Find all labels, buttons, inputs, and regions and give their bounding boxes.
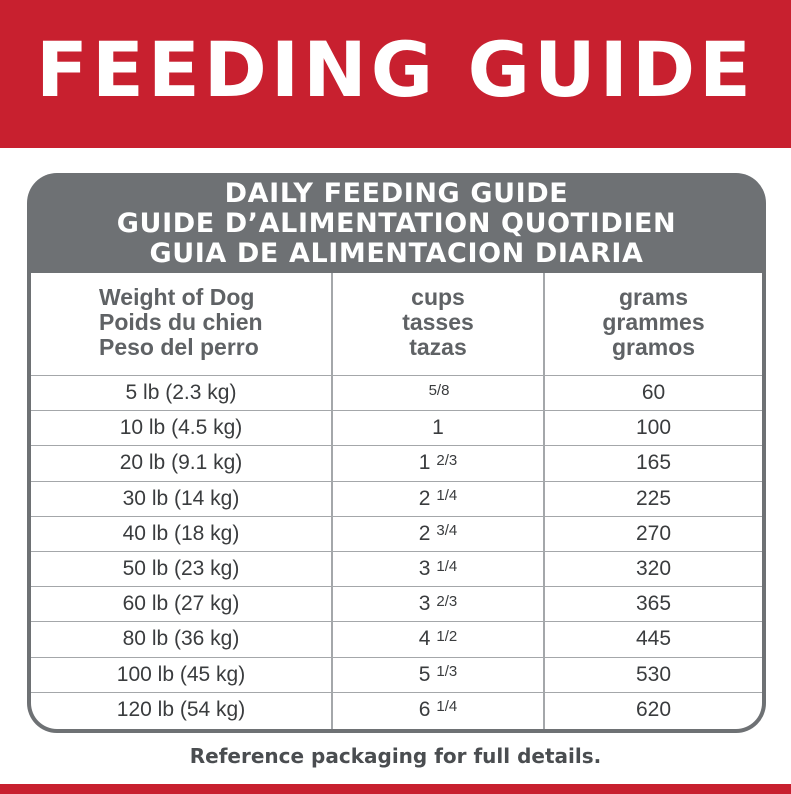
weight-cell: 40 lb (18 kg): [122, 521, 240, 545]
cups-cell: 6 1/4: [418, 697, 458, 721]
cups-cell: 5/8: [428, 381, 450, 399]
cups-cell: 5 1/3: [418, 662, 458, 686]
table-row: [31, 481, 762, 516]
grams-cell: 365: [635, 592, 672, 616]
cups-cell: 1 2/3: [418, 451, 458, 475]
weight-cell: 120 lb (54 kg): [116, 697, 246, 721]
table-row: [31, 621, 762, 656]
header-cups: cups tasses tazas: [402, 284, 474, 360]
table-row: [31, 692, 762, 727]
page-title: FEEDING GUIDE: [36, 25, 755, 114]
grams-cell: 60: [641, 381, 666, 405]
table-row: [31, 586, 762, 621]
weight-cell: 30 lb (14 kg): [122, 486, 240, 510]
grams-cell: 320: [635, 557, 672, 581]
cups-cell: 3 2/3: [418, 592, 458, 616]
cups-cell: 4 1/2: [418, 627, 458, 651]
header-grams: grams grammes gramos: [602, 284, 705, 360]
table-row: [31, 445, 762, 480]
grams-cell: 620: [635, 697, 672, 721]
header-weight: Weight of Dog Poids du chien Peso del perro: [99, 284, 263, 360]
card-titles: [27, 179, 766, 269]
table-body: [31, 375, 762, 727]
grams-cell: 100: [635, 416, 672, 440]
table-header: [31, 273, 762, 375]
grams-cell: 445: [635, 627, 672, 651]
bottom-bar: [0, 784, 791, 794]
table-row: [31, 410, 762, 445]
table-row: [31, 516, 762, 551]
table-row: [31, 375, 762, 410]
feeding-guide-card: [27, 173, 766, 733]
weight-cell: 10 lb (4.5 kg): [119, 416, 243, 440]
cups-cell: 2 3/4: [418, 521, 458, 545]
weight-cell: 50 lb (23 kg): [122, 557, 240, 581]
weight-cell: 60 lb (27 kg): [122, 592, 240, 616]
grams-cell: 225: [635, 486, 672, 510]
cups-cell: 2 1/4: [418, 486, 458, 510]
grams-cell: 165: [635, 451, 672, 475]
weight-cell: 100 lb (45 kg): [116, 662, 246, 686]
weight-cell: 20 lb (9.1 kg): [119, 451, 243, 475]
card-title-english: DAILY FEEDING GUIDE: [224, 178, 569, 209]
grams-cell: 270: [635, 521, 672, 545]
cups-cell: 1: [432, 416, 444, 440]
card-title-french: GUIDE D’ALIMENTATION QUOTIDIEN: [116, 208, 677, 239]
header-banner: [0, 0, 791, 148]
table-row: [31, 551, 762, 586]
card-title-spanish: GUIA DE ALIMENTACION DIARIA: [149, 238, 644, 269]
table-row: [31, 657, 762, 692]
feeding-table: [31, 273, 762, 729]
weight-cell: 5 lb (2.3 kg): [125, 381, 237, 405]
footer-note: Reference packaging for full details.: [189, 744, 602, 768]
weight-cell: 80 lb (36 kg): [122, 627, 240, 651]
cups-cell: 3 1/4: [418, 557, 458, 581]
grams-cell: 530: [635, 662, 672, 686]
